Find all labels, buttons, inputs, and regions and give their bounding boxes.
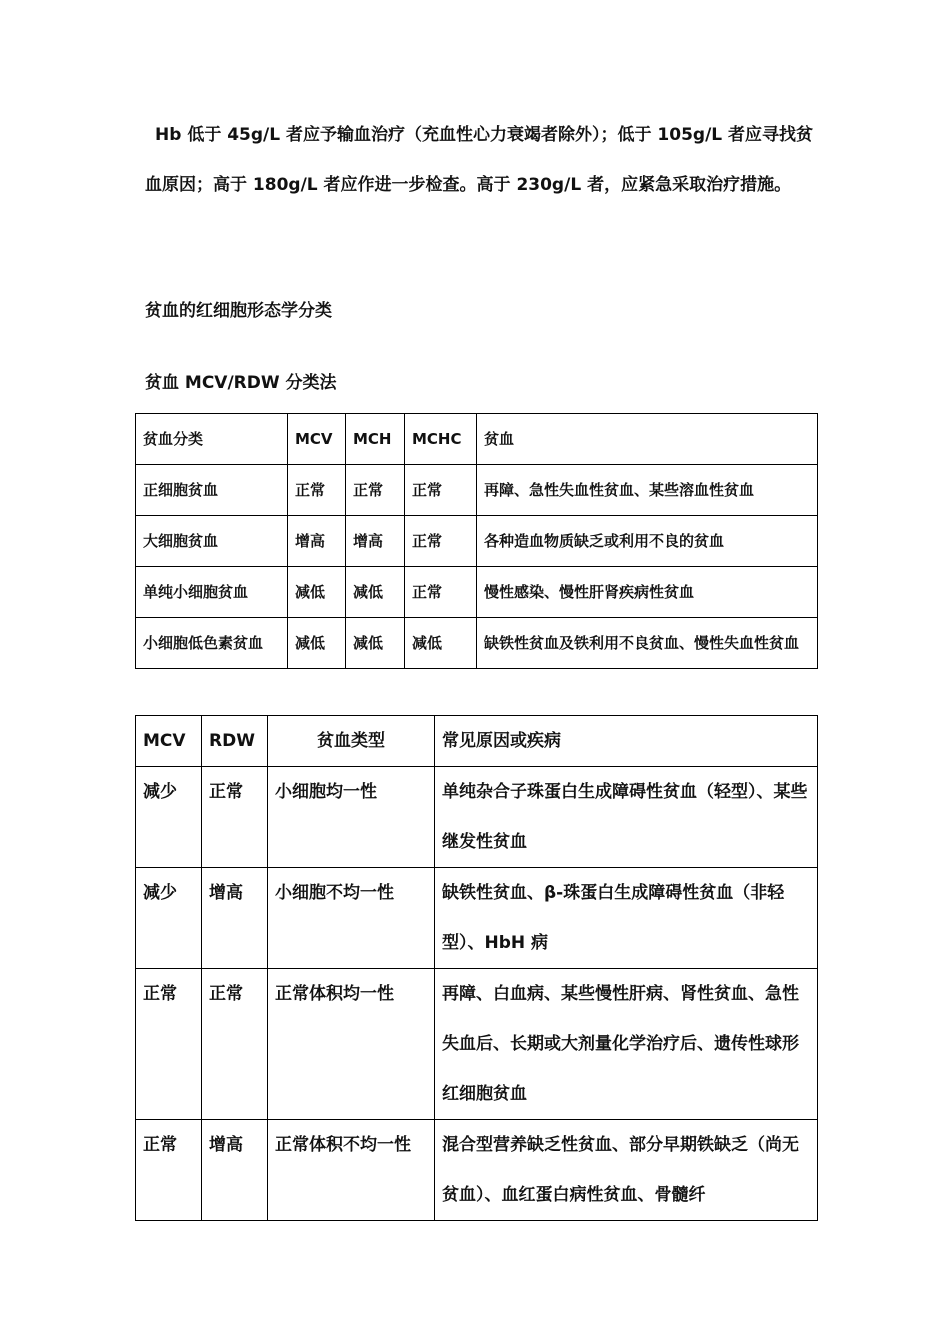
table-cell: 正常 xyxy=(202,767,268,868)
table-row xyxy=(136,969,818,1120)
table-cell: 单纯杂合子珠蛋白生成障碍性贫血（轻型）、某些继发性贫血 xyxy=(435,767,818,868)
table-cell: 增高 xyxy=(288,516,346,567)
table-cell: 增高 xyxy=(202,868,268,969)
section-heading-mcv-rdw: 贫血 MCV/RDW 分类法 xyxy=(145,373,337,393)
header-cell: MCH xyxy=(346,414,405,465)
table-cell: 正常 xyxy=(405,516,477,567)
table-cell: 缺铁性贫血、β-珠蛋白生成障碍性贫血（非轻型）、HbH 病 xyxy=(435,868,818,969)
table-cell: 再障、白血病、某些慢性肝病、肾性贫血、急性失血后、长期或大剂量化学治疗后、遗传性球形红细胞贫血 xyxy=(435,969,818,1120)
table-cell: 正常 xyxy=(136,1120,202,1221)
table-row xyxy=(136,767,818,868)
table-cell: 再障、急性失血性贫血、某些溶血性贫血 xyxy=(477,465,818,516)
table-row xyxy=(136,1120,818,1221)
table-cell: 小细胞不均一性 xyxy=(268,868,435,969)
table-cell: 增高 xyxy=(202,1120,268,1221)
section-heading-morphology: 贫血的红细胞形态学分类 xyxy=(145,301,332,321)
table-cell: 减低 xyxy=(346,567,405,618)
table-cell: 增高 xyxy=(346,516,405,567)
header-cell: 贫血 xyxy=(477,414,818,465)
table-cell: 单纯小细胞贫血 xyxy=(136,567,288,618)
table-cell: 减低 xyxy=(288,618,346,669)
table-header-row xyxy=(136,716,818,767)
table-cell: 减少 xyxy=(136,767,202,868)
table-cell: 减低 xyxy=(346,618,405,669)
table-cell: 正常 xyxy=(136,969,202,1120)
mcv-rdw-table xyxy=(135,715,818,1221)
table-row xyxy=(136,567,818,618)
table-cell: 正常 xyxy=(288,465,346,516)
table-cell: 正常 xyxy=(405,567,477,618)
table-cell: 正常体积不均一性 xyxy=(268,1120,435,1221)
morphology-table xyxy=(135,413,818,669)
table-cell: 正常 xyxy=(405,465,477,516)
table-cell: 小细胞均一性 xyxy=(268,767,435,868)
header-cell: 贫血分类 xyxy=(136,414,288,465)
header-cell: MCHC xyxy=(405,414,477,465)
header-cell: 常见原因或疾病 xyxy=(435,716,818,767)
table-cell: 减少 xyxy=(136,868,202,969)
table-cell: 小细胞低色素贫血 xyxy=(136,618,288,669)
table-cell: 慢性感染、慢性肝肾疾病性贫血 xyxy=(477,567,818,618)
table-row xyxy=(136,465,818,516)
table-cell: 正常 xyxy=(202,969,268,1120)
header-cell: 贫血类型 xyxy=(268,716,435,767)
table-cell: 正细胞贫血 xyxy=(136,465,288,516)
table-cell: 正常体积均一性 xyxy=(268,969,435,1120)
table-cell: 大细胞贫血 xyxy=(136,516,288,567)
header-cell: RDW xyxy=(202,716,268,767)
table-cell: 混合型营养缺乏性贫血、部分早期铁缺乏（尚无贫血）、血红蛋白病性贫血、骨髓纤 xyxy=(435,1120,818,1221)
table-row xyxy=(136,618,818,669)
table-cell: 各种造血物质缺乏或利用不良的贫血 xyxy=(477,516,818,567)
table-cell: 缺铁性贫血及铁利用不良贫血、慢性失血性贫血 xyxy=(477,618,818,669)
table-cell: 减低 xyxy=(405,618,477,669)
table-row xyxy=(136,516,818,567)
table-header-row xyxy=(136,414,818,465)
table-cell: 正常 xyxy=(346,465,405,516)
table-cell: 减低 xyxy=(288,567,346,618)
intro-paragraph: Hb 低于 45g/L 者应予输血治疗（充血性心力衰竭者除外）；低于 105g/L 者应寻找贫血原因；高于 180g/L 者应作进一步检查。高于 230g/L 者，应紧急采取治疗措施。 xyxy=(145,125,814,195)
header-cell: MCV xyxy=(136,716,202,767)
table-row xyxy=(136,868,818,969)
header-cell: MCV xyxy=(288,414,346,465)
